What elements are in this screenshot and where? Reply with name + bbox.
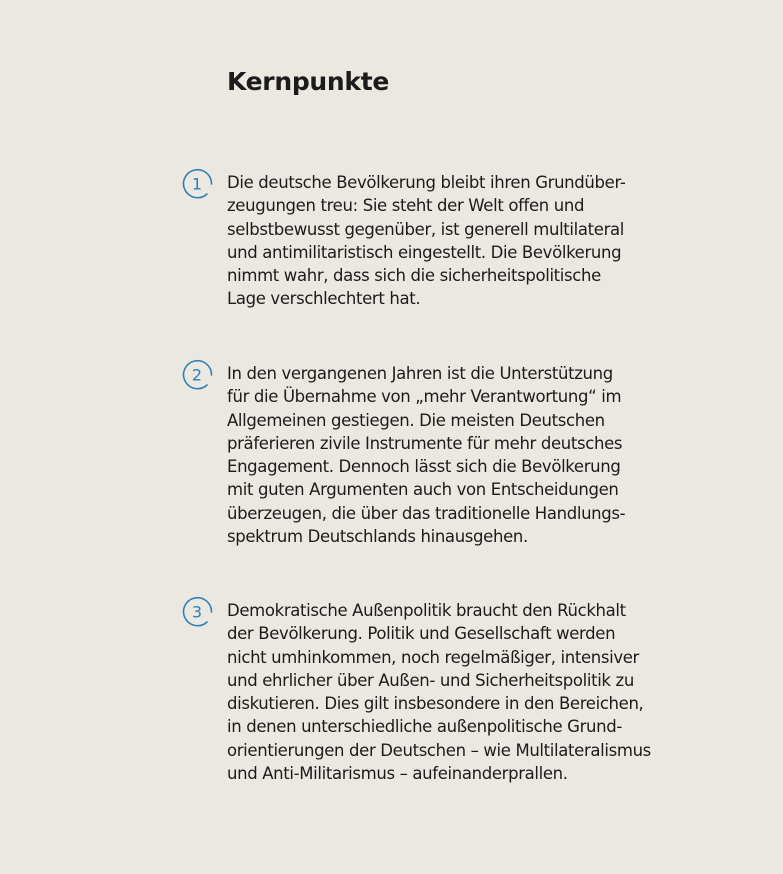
point-text: Die deutsche Bevölkerung bleibt ihren Grundüber- zeugungen treu: Sie steht der Welt offen und selbstbewusst gegenüber, ist generell multilateral und antimilitaristisch eingestellt. Die Bevölkerung nimmt wahr, dass sich die sicherheitspolitische Lage verschlechtert hat.	[227, 173, 626, 309]
point-text: In den vergangenen Jahren ist die Unterstützung für die Übernahme von „mehr Verantwortung“ im Allgemeinen gestiegen. Die meisten Deutschen präferieren zivile Instrumente für mehr deutsches Engagement. Dennoch lässt sich die Bevölkerung mit guten Argumenten auch von Entscheidungen überzeugen, die über das traditionelle Handlungs- spektrum Deutschlands hinausgehen.	[227, 364, 626, 547]
page-title: Kernpunkte	[227, 67, 390, 96]
number-circle-icon	[180, 359, 214, 391]
number-circle-icon	[180, 596, 214, 628]
point-number: 1	[191, 174, 203, 194]
point-number: 2	[191, 365, 203, 385]
point-number: 3	[191, 602, 203, 622]
point-text: Demokratische Außenpolitik braucht den Rückhalt der Bevölkerung. Politik und Gesellschaft werden nicht umhinkommen, noch regelmäßiger, intensiver und ehrlicher über Außen- und Sicherheitspolitik zu diskutieren. Dies gilt insbesondere in den Bereichen, in denen unterschiedliche außenpolitische Grund- orientierungen der Deutschen – wie Multilateralismus und Anti-Militarismus – aufeinanderprallen.	[227, 601, 651, 784]
number-circle-icon	[180, 168, 214, 200]
